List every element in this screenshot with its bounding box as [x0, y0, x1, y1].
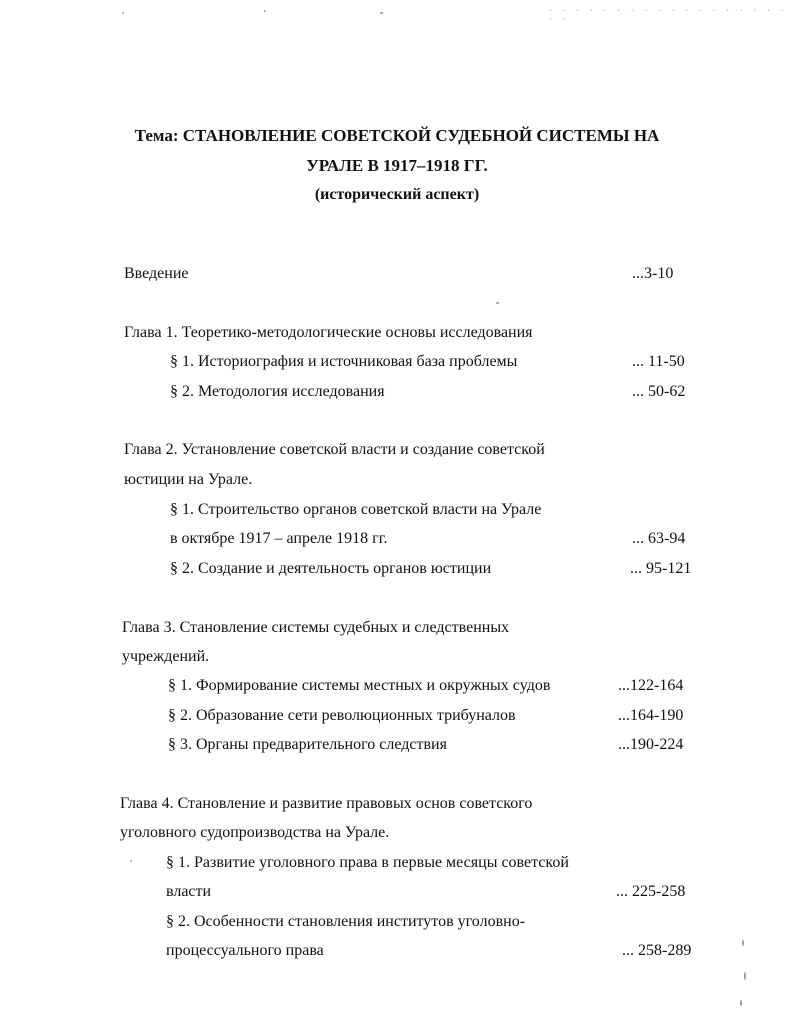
title-line-2: УРАЛЕ В 1917–1918 ГГ.: [306, 156, 488, 175]
toc-ch2-section-1-pages: ... 63-94: [632, 530, 686, 547]
toc-chapter-4-title-cont: уголовного судопроизводства на Урале.: [120, 824, 390, 841]
scan-speck: [742, 940, 744, 946]
toc-ch1-section-1: § 1. Историография и источниковая база проблемы: [170, 353, 518, 370]
toc-ch3-section-1: § 1. Формирование системы местных и окружных судов: [168, 677, 551, 694]
toc-ch1-section-2: § 2. Методология исследования: [170, 383, 385, 400]
toc-ch1-section-2-pages: ... 50-62: [632, 383, 686, 400]
toc-ch4-section-1-pages: ... 225-258: [616, 883, 686, 900]
toc-ch1-section-1-pages: ... 11-50: [632, 353, 685, 370]
scan-speck: [744, 972, 746, 980]
scan-speck: [130, 860, 132, 862]
toc-chapter-3-title: Глава 3. Становление системы судебных и следственных: [122, 619, 510, 636]
title-line-1: Тема: СТАНОВЛЕНИЕ СОВЕТСКОЙ СУДЕБНОЙ СИСТЕМЫ НА: [134, 126, 660, 145]
toc-ch4-section-2-cont: процессуального права: [166, 942, 324, 959]
toc-ch3-section-3-pages: ...190-224: [618, 736, 684, 753]
scan-artifact-top: · · · · · · · · · · · · · · · · · · · ·: [548, 6, 787, 24]
toc-chapter-3-title-cont: учреждений.: [122, 648, 210, 665]
toc-chapter-1-title: Глава 1. Теоретико-методологические основы исследования: [124, 324, 533, 341]
toc-intro-label: Введение: [124, 265, 189, 282]
scan-speck: [122, 12, 124, 14]
toc-ch4-section-1: § 1. Развитие уголовного права в первые месяцы советской: [166, 854, 569, 871]
toc-intro-pages: ...3-10: [632, 265, 674, 282]
toc-ch3-section-3: § 3. Органы предварительного следствия: [168, 736, 447, 753]
toc-ch3-section-2: § 2. Образование сети революционных трибуналов: [168, 707, 516, 724]
toc-ch4-section-2-pages: ... 258-289: [622, 942, 692, 959]
scan-speck: [264, 10, 266, 12]
toc-ch4-section-2: § 2. Особенности становления институтов уголовно-: [166, 913, 526, 930]
title-subtitle: (исторический аспект): [314, 186, 480, 203]
toc-chapter-2-title: Глава 2. Установление советской власти и создание советской: [124, 441, 545, 458]
scan-speck: [740, 1000, 742, 1006]
toc-ch2-section-1: § 1. Строительство органов советской власти на Урале: [170, 501, 542, 518]
toc-ch4-section-1-cont: власти: [166, 883, 212, 900]
toc-chapter-2-title-cont: юстиции на Урале.: [124, 471, 253, 488]
toc-ch2-section-2-pages: ... 95-121: [630, 560, 692, 577]
toc-ch2-section-2: § 2. Создание и деятельность органов юстиции: [170, 560, 492, 577]
toc-ch3-section-1-pages: ...122-164: [618, 677, 684, 694]
toc-chapter-4-title: Глава 4. Становление и развитие правовых основ советского: [120, 795, 533, 812]
toc-ch3-section-2-pages: ...164-190: [618, 707, 684, 724]
scan-speck: [496, 302, 499, 304]
scan-speck: [380, 12, 383, 14]
toc-ch2-section-1-cont: в октябре 1917 – апреле 1918 гг.: [170, 530, 388, 547]
